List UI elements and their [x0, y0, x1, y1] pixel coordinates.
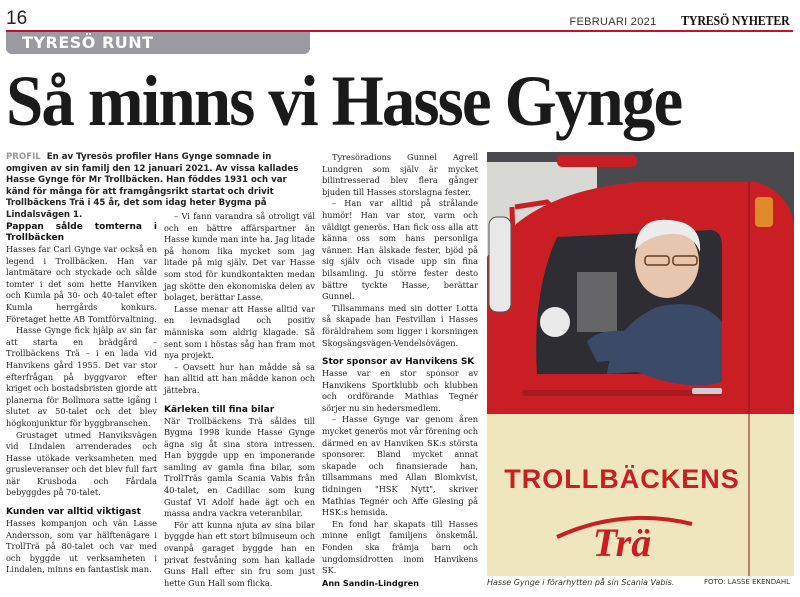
subheading: Stor sponsor av Hanvikens SK: [322, 357, 475, 368]
kicker: PROFIL: [6, 152, 41, 162]
truck-script-lettering: Trä: [592, 520, 652, 565]
masthead: TYRESÖ NYHETER: [681, 14, 790, 29]
photo-credit: FOTO: LASSE EKENDAHL: [703, 578, 790, 586]
byline: Ann Sandin-Lindgren: [322, 577, 419, 588]
page-header: [569, 14, 790, 30]
article-photo: [487, 152, 794, 576]
door-handle: [692, 388, 722, 394]
article-column-3: [322, 152, 478, 589]
paragraph: – Oavsett hur han mådde så sa han alltid att han mådde kanon och jättebra.: [164, 361, 315, 395]
article-column-1: [6, 222, 157, 576]
article-column-2: [164, 211, 315, 589]
paragraph: Tillsammans med sin dotter Lotta så skapade han Festvillan i Hasses föräldrahem som ligger i korsningen Skogsängsvägen-Vendelsövägen.: [322, 302, 478, 348]
subheading: Kunden var alltid viktigast: [6, 507, 141, 518]
side-mirror: [489, 217, 511, 312]
side-lamp: [755, 197, 773, 227]
section-label: TYRESÖ RUNT: [6, 32, 310, 54]
paragraph: Grustaget utmed Hanviksvägen vid Lindalen arrenderades och Hasse utökade verksamheten med grusleveranser och det blev full fart när Krusboda och Fårdala bebyggdes på 70-talet.: [6, 429, 157, 498]
paragraph: – Hasse Gynge var genom åren mycket generös mot vår förening och därmed en av Hanviken SK:s största sponsorer. Bland mycket annat skapade och finansierade han, tillsammans med Allan Blomkvist, tidningen "HSK Nytt", skriver Mathias Tegnér och Affe Glesing på HSK:s hemsida.: [322, 414, 478, 518]
subheading: Pappan sålde tomterna i Trollbäcken: [6, 222, 157, 243]
issue-date: FEBRUARI 2021: [569, 16, 657, 28]
subheading: Kärleken till fina bilar: [164, 404, 275, 415]
paragraph: Hasses far Carl Gynge var också en legend i Trollbäcken. Han var lantmätare och styckade och sålde tomter i det som hette Hanviken och Kumla på 30- och 40-talet efter Kumla herrgårds konkurs. Företaget hette AB Tomtförvaltning.: [6, 244, 157, 324]
photo-caption: [487, 578, 794, 587]
paragraph: Tyresöradions Gunnel Agrell Lundgren som själv är mycket bilintresserad blev flera gånger bjuden till Hasses storslagna fester.: [322, 152, 478, 197]
paragraph: Lasse menar att Hasse alltid var en levnadsglad och positiv människa som aldrig klagade. Så sent som i höstas såg han fram mot nya projekt.: [164, 303, 315, 361]
paragraph: Hasse var en stor sponsor av Hanvikens Sportklubb och klubben och ordförande Mathias Tegnér sörjer nu sin hedersmedlem.: [322, 368, 478, 413]
truck-lettering: TROLLBÄCKENS: [504, 464, 740, 494]
headline: Så minns vi Hasse Gynge: [6, 61, 682, 141]
paragraph: – Han var alltid på strålande humör! Han var stor, varm och väldigt generös. Han fick oss alla att känna oss som hans personliga vänner. Han älskade fester, bjöd på sig själv och visade upp sin fina bilsamling. Ju större fester desto bättre tyckte Hasse, berättar Gunnel.: [322, 198, 478, 302]
paragraph: För att kunna njuta av sina bilar byggde han ett stort bilmuseum och ovanpå garaget byggde han en privat festvåning som han kallade Guns Hall efter sin fru som just hette Gun Hall som flicka.: [164, 519, 315, 588]
paragraph: En fond har skapats till Hasses minne enligt familjens önskemål. Fonden ska främja barn och ungdomsidrotten inom Hanvikens SK.: [322, 518, 478, 576]
caption-text: Hasse Gynge i förarhytten på sin Scania Vabis.: [487, 578, 675, 587]
paragraph: – Vi fann varandra så otroligt väl och en bättre affärspartner än Hasse kunde man inte ha. Jag litade på honom lika mycket som jag litade på mig själv. Det var Hasse som stod för kundkontakten medan jag skötte den ekonomiska delen av bolaget, berättar Lasse.: [164, 211, 315, 303]
ingress-text: En av Tyresös profiler Hans Gynge somnade in omgiven av sin familj den 12 januari 2021. Av vissa kallades Hasse Gynge för Mr Trollbäcken. Han föddes 1931 och var känd för många för att framgångsrikt startat och drivit Trollbäckens Trä i 45 år, det som idag heter Bygma på Lindalsvägen 1.: [6, 152, 299, 220]
truck-photo-illustration: [487, 152, 794, 576]
paragraph: När Trollbäckens Trä såldes till Bygma 1998 kunde Hasse Gynge ägna sig åt sina stora intressen. Han byggde upp en imponerande samling av gamla fina bilar, som TrollTräs gamla Scania Vabis från 40-talet, en Cadillac som kung Gustaf VI Adolf hade ägt och en massa andra vackra veteranbilar.: [164, 415, 315, 519]
paragraph: Hasses kompanjon och vän Lasse Andersson, som var hälftenägare i TrollTrä på 80-talet och var med och byggde ut verksamheten i Lindalen, minns en fantastisk man.: [6, 518, 157, 575]
page-number: 16: [6, 8, 28, 29]
roof-light: [557, 155, 637, 167]
person-arm: [587, 331, 647, 362]
paragraph: Hasse Gynge fick hjälp av sin far att starta en brädgård – Trollbäckens Trä – i en lada vid Hanvikens gård 1955. Det var stor efterfrågan på byggvaror efter kriget och bostadsbristen gjorde att planerna för Bollmora satte igång i slutet av 50-talet och det blev högkonjunktur för byggbranschen.: [6, 325, 157, 428]
window-reflection: [577, 272, 617, 332]
window-sticker: [540, 307, 570, 337]
